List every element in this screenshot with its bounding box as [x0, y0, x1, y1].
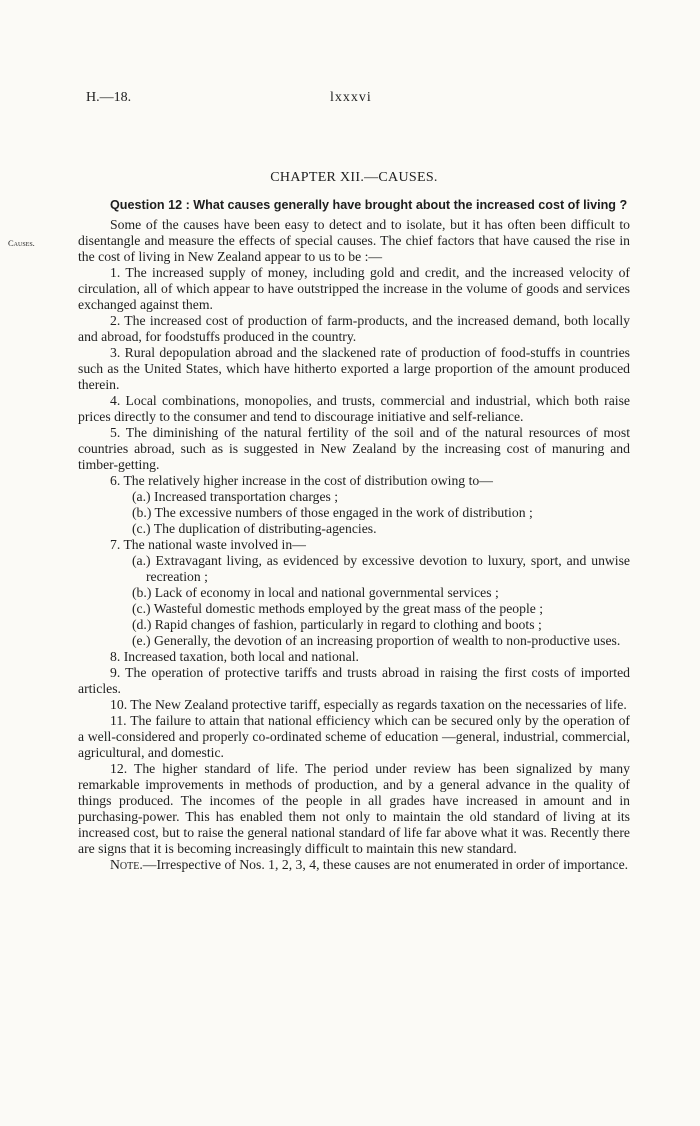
- body-text: [78, 170, 630, 873]
- cause-6-item-c: (c.) The duplication of distributing-agencies.: [132, 521, 377, 536]
- question-heading: Question 12 : What causes generally have brought about the increased cost of living ?: [110, 198, 628, 212]
- cause-7-item-e: (e.) Generally, the devotion of an increasing proportion of wealth to non-productive uses.: [132, 633, 621, 648]
- cause-7-heading: 7. The national waste involved in—: [110, 537, 306, 552]
- cause-6-item-a: (a.) Increased transportation charges ;: [132, 489, 339, 504]
- cause-6-item-b: (b.) The excessive numbers of those engaged in the work of distribution ;: [132, 505, 533, 520]
- cause-10: 10. The New Zealand protective tariff, especially as regards taxation on the necessaries of life.: [110, 697, 627, 712]
- intro-paragraph: Some of the causes have been easy to detect and to isolate, but it has often been difficult to disentangle and measure the effects of special causes. The chief factors that have caused the rise in the cost of living in New Zealand appear to us to be :—: [78, 217, 630, 264]
- cause-7-item-d: (d.) Rapid changes of fashion, particularly in regard to clothing and boots ;: [132, 617, 542, 632]
- cause-5: 5. The diminishing of the natural fertility of the soil and of the natural resources of most countries abroad, such as is suggested in New Zealand by the increasing cost of manuring and timber-getting.: [78, 425, 630, 472]
- cause-7-item-a: (a.) Extravagant living, as evidenced by excessive devotion to luxury, sport, and unwise recreation ;: [132, 553, 630, 584]
- cause-11: 11. The failure to attain that national efficiency which can be secured only by the operation of a well-considered and properly co-ordinated scheme of education —general, industrial, commercial, agricultural, and domestic.: [78, 713, 630, 760]
- note-label: Note.: [110, 857, 143, 872]
- cause-7-item-b: (b.) Lack of economy in local and national governmental services ;: [132, 585, 499, 600]
- chapter-title: CHAPTER XII.—CAUSES.: [270, 170, 438, 185]
- note-text: —Irrespective of Nos. 1, 2, 3, 4, these causes are not enumerated in order of importance.: [142, 857, 629, 872]
- cause-12: 12. The higher standard of life. The period under review has been signalized by many remarkable improvements in methods of production, and by a general advance in the quality of things produced. The incomes of the people in all grades have increased in amount and in purchasing-power. This has enabled them not only to maintain the old standard of living at its increased cost, but to raise the general national standard of life far above what it was. Recently there are signs that it is becoming increasingly difficult to maintain this new standard.: [78, 761, 630, 856]
- cause-7-item-c: (c.) Wasteful domestic methods employed by the great mass of the people ;: [132, 601, 544, 616]
- cause-6-heading: 6. The relatively higher increase in the cost of distribution owing to—: [110, 473, 493, 488]
- cause-9: 9. The operation of protective tariffs and trusts abroad in raising the first costs of imported articles.: [78, 665, 630, 696]
- cause-1: 1. The increased supply of money, including gold and credit, and the increased velocity of circulation, all of which appear to have outstripped the increase in the volume of goods and services exchanged against them.: [78, 265, 630, 312]
- margin-note: Causes.: [8, 238, 35, 248]
- cause-2: 2. The increased cost of production of farm-products, and the increased demand, both locally and abroad, for foodstuffs produced in the country.: [78, 313, 630, 344]
- note-paragraph: [78, 857, 630, 873]
- cause-3: 3. Rural depopulation abroad and the slackened rate of production of food-stuffs in countries such as the United States, which have hitherto exported a large proportion of the amount produced therein.: [78, 345, 630, 392]
- header-report-number: H.—18.: [86, 90, 132, 105]
- cause-4: 4. Local combinations, monopolies, and trusts, commercial and industrial, which both raise prices directly to the consumer and tend to discourage initiative and self-reliance.: [78, 393, 630, 424]
- header-page-number: lxxxvi: [330, 90, 372, 105]
- cause-8: 8. Increased taxation, both local and national.: [110, 649, 359, 664]
